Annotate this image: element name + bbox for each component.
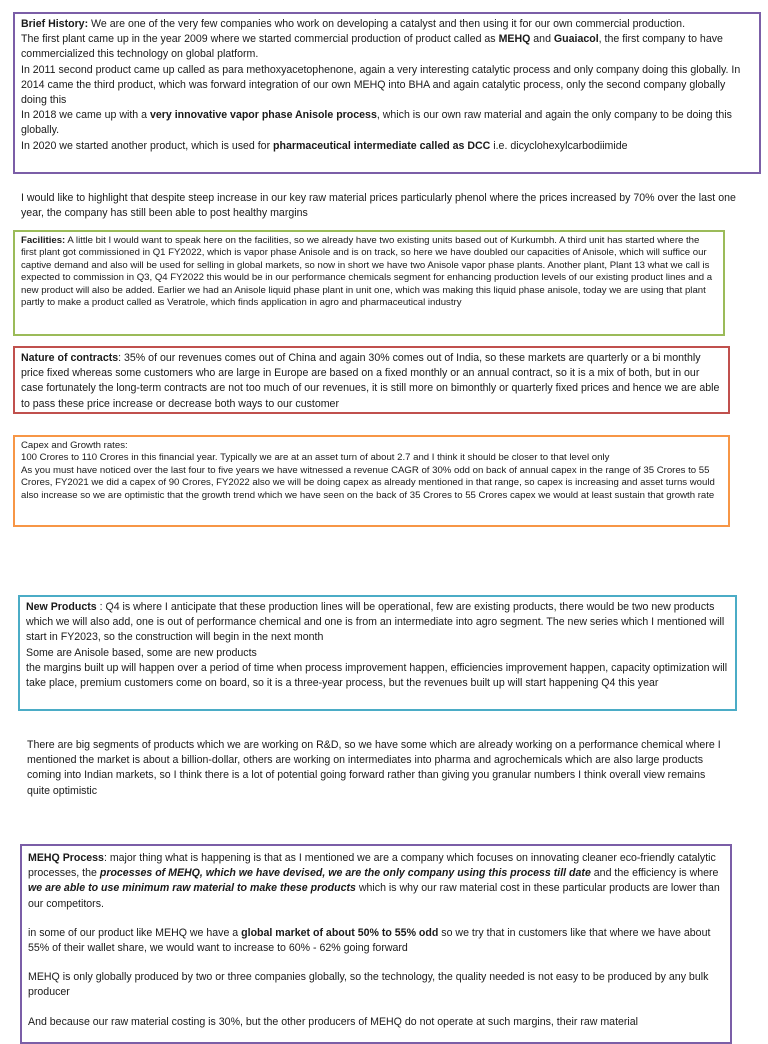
contracts-box: [13, 346, 730, 414]
mehq-paragraph-4: And because our raw material costing is 30%, but the other producers of MEHQ do not operate at such margins, their raw material: [28, 1015, 639, 1028]
brief-history-box: [13, 12, 761, 174]
contracts-text: Nature of contracts: 35% of our revenues comes out of China and again 30% comes out of India, so these markets are quarterly or a bi monthly price fixed whereas some customers who are large in Europe are based on a fixed monthly or an annual contract, so it is a mix of both, but in our case fortunately the long-term contracts are not too much of our revenues, it is still more on bimonthly or quarterly fixed prices and hence we are able to pass these price increase or decrease both ways to our customer: [21, 352, 720, 410]
capex-line-1: 100 Crores to 110 Crores in this financial year. Typically we are at an asset turn of about 2.7 and I think it should be closer to that level only: [21, 452, 610, 464]
margin-highlight-paragraph: I would like to highlight that despite steep increase in our key raw material prices particularly phenol where the prices increased by 70% over the last one year, the company has still been able to post healthy margins: [21, 192, 736, 220]
history-line-5: In 2020 we started another product, which is used for pharmaceutical intermediate called as DCC i.e. dicyclohexylcarbodiimide: [21, 139, 628, 152]
history-line-4: In 2018 we came up with a very innovative vapor phase Anisole process, which is our own raw material and again the only company to be doing this globally.: [21, 109, 732, 137]
capex-title: Capex and Growth rates:: [21, 440, 128, 451]
history-line-2: The first plant came up in the year 2009 where we started commercial production of product called as MEHQ and Guaiacol, the first company to have commercialized this technology on global platform.: [21, 33, 723, 61]
new-products-text: New Products : Q4 is where I anticipate that these production lines will be operational, few are existing products, there would be two new products which we will also add, one is out of performance chemical and one is from an intermediate into agro segment. The new series which I mentioned will start in FY2023, so the construction will begin in the next month: [26, 601, 725, 644]
capex-box: [13, 435, 730, 527]
new-products-box: [18, 595, 737, 711]
mehq-paragraph-2: in some of our product like MEHQ we have a global market of about 50% to 55% odd so we try that in customers like that where we have about 55% of their wallet share, we would want to increase to 60% - 62% going forward: [28, 926, 711, 955]
mehq-paragraph-3: MEHQ is only globally produced by two or three companies globally, so the technology, the quality needed is not easy to be produced by any bulk producer: [28, 971, 709, 999]
rnd-paragraph: There are big segments of products which we are working on R&D, so we have some which are already working on a performance chemical where I mentioned the market is about a billion-dollar, others are working on intermediates into pharma and agrochemicals which are also large products coming into Indian markets, so I think there is a lot of potential going forward rather than giving you granular numbers I think overall view remains quite optimistic: [27, 739, 721, 797]
new-products-line-3: the margins built up will happen over a period of time when process improvement happen, efficiencies improvement happen, capacity optimization will take place, premium customers come on board, so it is a three-year process, but the revenues built up will start happening Q4 this year: [26, 661, 728, 690]
history-line-3: In 2011 second product came up called as para methoxyacetophenone, again a very interesting catalytic process and only company doing this globally. In 2014 came the third product, which was forward integration of our own MEHQ into BHA and again catalytic process, only the second company globally doing this: [21, 63, 741, 107]
history-line-1: Brief History: We are one of the very few companies who work on developing a catalyst and then using it for our own commercial production.: [21, 18, 686, 30]
facilities-text: Facilities: A little bit I would want to speak here on the facilities, so we already have two existing units based out of Kurkumbh. A third unit has started where the first plant got commissioned in Q1 FY2022, which is vapor phase Anisole and is on track, so here we have doubled our capacities of Anisole, which will suffice our captive demand and also will be used for selling in global markets, so now in short we have two Anisole vapor phase plants. Another plant, Plant 13 what we call is expected to commission in Q3, Q4 FY2022 this would be in our performance chemicals segment for enhancing production levels of our existing product lines and a new product will also be added. Earlier we had an Anisole liquid phase plant in unit one, which was making this liquid phase anisole, today we are using that plant partly to make a product called as Veratrole, which finds application in agro and pharmaceutical industry: [21, 235, 713, 309]
new-products-line-2: Some are Anisole based, some are new products: [26, 646, 257, 659]
facilities-box: [13, 230, 725, 336]
mehq-paragraph-1: MEHQ Process: major thing what is happening is that as I mentioned we are a company which focuses on innovating cleaner eco-friendly catalytic processes, the processes of MEHQ, which we have devised, we are the only company using this process till date and the efficiency is where we are able to use minimum raw material to make these products which is why our raw material cost in these particular products are lower than our competitors.: [28, 852, 720, 910]
capex-line-2: As you must have noticed over the last four to five years we have witnessed a revenue CAGR of 30% odd on back of annual capex in the range of 35 Crores to 55 Crores, FY2021 we did a capex of 90 Crores, FY2022 also we will be doing capex as already mentioned in that range, so capex is increasing and asset turns would also increase so we are optimistic that the growth trend which we have seen on the back of 35 Crores to 55 Crores capex we would at least sustain that growth rate: [21, 464, 715, 501]
mehq-process-box: [20, 844, 732, 1044]
